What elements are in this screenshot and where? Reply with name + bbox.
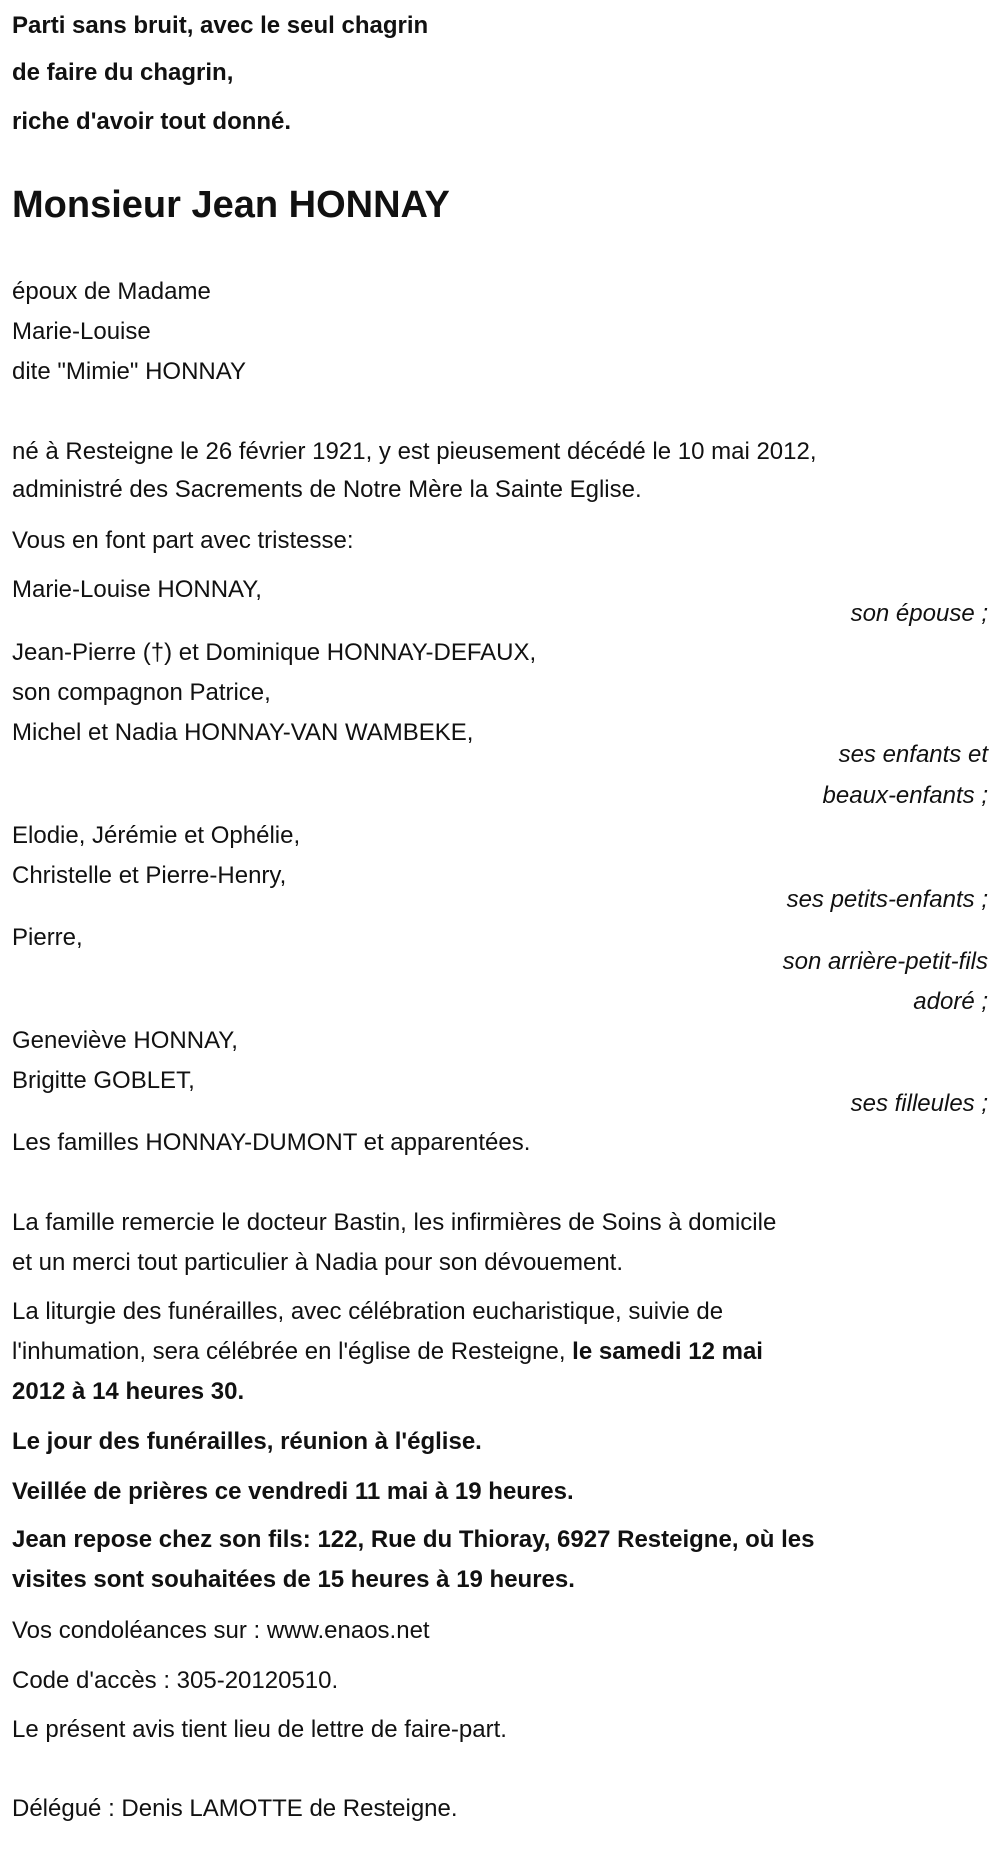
- intro-line: Vous en font part avec tristesse:: [12, 527, 354, 554]
- epigraph-line: riche d'avoir tout donné.: [12, 108, 292, 135]
- family-names: Elodie, Jérémie et Ophélie,: [12, 822, 301, 849]
- birth-death-line: né à Resteigne le 26 février 1921, y est pieusement décédé le 10 mai 2012,: [12, 438, 817, 465]
- liturgy-text: l'inhumation, sera célébrée en l'église de Resteigne,: [12, 1338, 573, 1365]
- family-role: ses filleules ;: [850, 1090, 988, 1117]
- family-role: beaux-enfants ;: [822, 782, 988, 809]
- epigraph-line: Parti sans bruit, avec le seul chagrin: [12, 12, 429, 39]
- family-names: Jean-Pierre (†) et Dominique HONNAY-DEFAUX,: [12, 639, 537, 666]
- thanks-line: et un merci tout particulier à Nadia pour son dévouement.: [12, 1249, 624, 1276]
- rest-address-line: Jean repose chez son fils: 122, Rue du Thioray, 6927 Resteigne, où les: [12, 1526, 815, 1553]
- spouse-line: Marie-Louise: [12, 318, 151, 345]
- family-role: ses petits-enfants ;: [786, 886, 988, 913]
- vigil-line: Veillée de prières ce vendredi 11 mai à 19 heures.: [12, 1478, 574, 1505]
- thanks-line: La famille remercie le docteur Bastin, les infirmières de Soins à domicile: [12, 1209, 777, 1236]
- family-names: Michel et Nadia HONNAY-VAN WAMBEKE,: [12, 719, 474, 746]
- deceased-name-title: Monsieur Jean HONNAY: [12, 184, 450, 226]
- notice-line: Le présent avis tient lieu de lettre de faire-part.: [12, 1716, 507, 1743]
- family-role: ses enfants et: [838, 741, 988, 768]
- liturgy-time: 2012 à 14 heures 30.: [12, 1378, 245, 1405]
- family-names: Christelle et Pierre-Henry,: [12, 862, 287, 889]
- condolences-line: Vos condoléances sur : www.enaos.net: [12, 1617, 430, 1644]
- family-names: Geneviève HONNAY,: [12, 1027, 238, 1054]
- family-role: son arrière-petit-fils: [782, 948, 988, 975]
- family-names: Brigitte GOBLET,: [12, 1067, 195, 1094]
- birth-death-line: administré des Sacrements de Notre Mère la Sainte Eglise.: [12, 476, 642, 503]
- family-names: Pierre,: [12, 924, 83, 951]
- reunion-line: Le jour des funérailles, réunion à l'église.: [12, 1428, 482, 1455]
- epigraph-line: de faire du chagrin,: [12, 59, 234, 86]
- rest-address-line: visites sont souhaitées de 15 heures à 19 heures.: [12, 1566, 575, 1593]
- spouse-line: dite "Mimie" HONNAY: [12, 358, 246, 385]
- delegate-line: Délégué : Denis LAMOTTE de Resteigne.: [12, 1795, 458, 1822]
- liturgy-line: [12, 1338, 763, 1366]
- family-role: son épouse ;: [850, 600, 988, 627]
- spouse-line: époux de Madame: [12, 278, 211, 305]
- families-line: Les familles HONNAY-DUMONT et apparentées.: [12, 1129, 531, 1156]
- access-code-line: Code d'accès : 305-20120510.: [12, 1667, 339, 1694]
- family-names: son compagnon Patrice,: [12, 679, 271, 706]
- family-role: adoré ;: [913, 988, 988, 1015]
- liturgy-line: La liturgie des funérailles, avec célébration eucharistique, suivie de: [12, 1298, 724, 1325]
- family-names: Marie-Louise HONNAY,: [12, 576, 262, 603]
- liturgy-date: le samedi 12 mai: [572, 1338, 763, 1365]
